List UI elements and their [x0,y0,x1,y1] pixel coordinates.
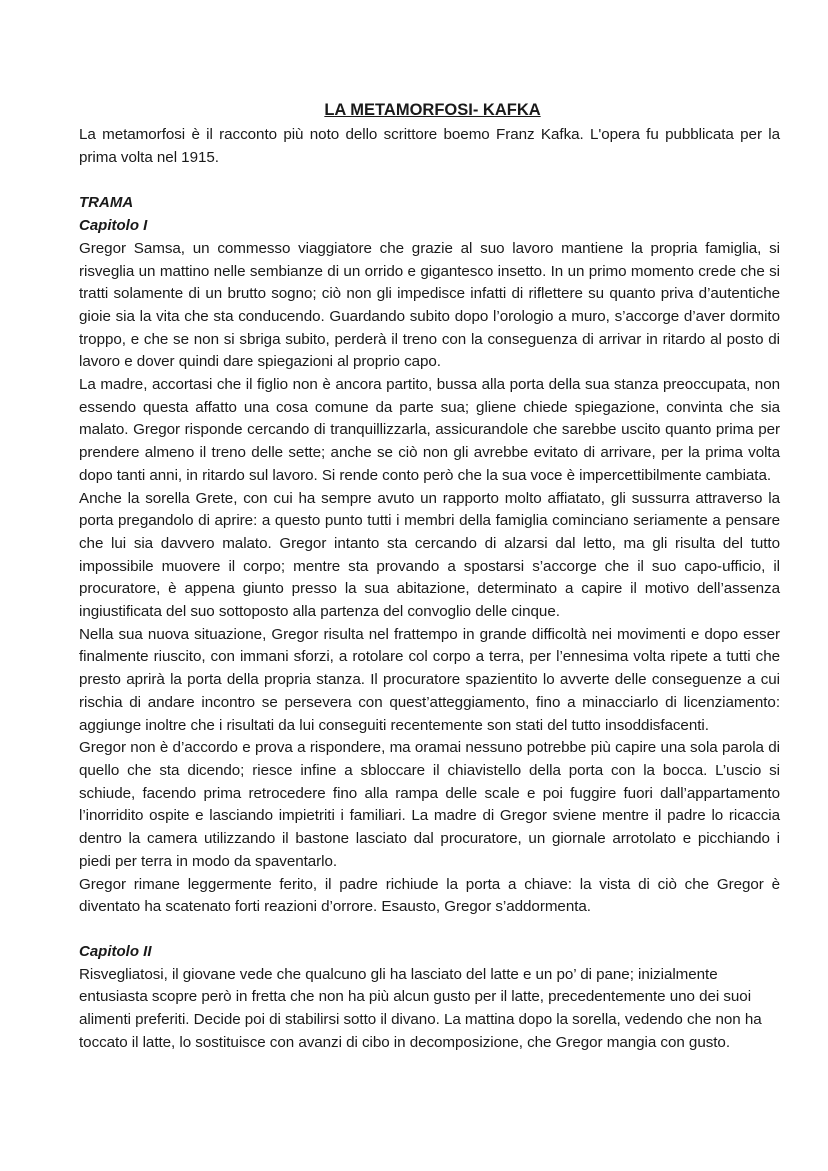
chapter-1-paragraph-6: Gregor rimane leggermente ferito, il padre richiude la porta a chiave: la vista di ciò che Gregor è diventato ha scatenato forti reazioni d’orrore. Esausto, Gregor s’addormenta. [79,875,780,916]
chapter-1-paragraph-5: Gregor non è d’accordo e prova a rispondere, ma oramai nessuno potrebbe più capire una sola parola di quello che sta dicendo; riesce infine a sbloccare il chiavistello della porta con la bocca. L’uscio si schiude, facendo prima retrocedere fino alla rampa delle scale e poi fuggire fuori dall’appartamento l’inorridito ospite e lasciando impietriti i familiari. La madre di Gregor sviene mentre il padre lo ricaccia dentro la camera utilizzando il bastone lasciato dal procuratore, un giornale arrotolato e picchiando i piedi per terra in modo da spaventarlo. [79,739,780,870]
chapter-1-paragraph-4: Nella sua nuova situazione, Gregor risulta nel frattempo in grande difficoltà nei movimenti e dopo esser finalmente riuscito, con immani sforzi, a rotolare col corpo a terra, per l’ennesima volta ripete a tutti che presto aprirà la porta della propria stanza. Il procuratore spazientito lo avverte delle conseguenze a cui rischia di andare incontro se persevera con quest’atteggiamento, fino a minacciarlo di licenziamento: aggiunge inoltre che i risultati da lui conseguiti recentemente son stati del tutto insoddisfacenti. [79,625,780,734]
intro-paragraph: La metamorfosi è il racconto più noto dello scrittore boemo Franz Kafka. L'opera fu pubblicata per la prima volta nel 1915. [79,126,780,166]
chapter-2-heading: Capitolo II [79,942,152,960]
chapter-1-paragraph-2: La madre, accortasi che il figlio non è ancora partito, bussa alla porta della sua stanza preoccupata, non essendo questa affatto una cosa comune da parte sua; gliene chiede spiegazione, convinta che sia malato. Gregor risponde cercando di tranquillizzarla, assicurandole che sarebbe uscito quanto prima per prendere almeno il treno delle sette; anche se ciò non gli avrebbe evitato di arrivare, per la prima volta dopo tanti anni, in ritardo sul lavoro. Si rende conto però che la sua voce è impercettibilmente cambiata. [79,376,780,484]
chapter-1-heading: Capitolo I [79,217,148,235]
chapter-2-paragraph-1: Risvegliatosi, il giovane vede che qualcuno gli ha lasciato del latte e un po’ di pane; inizialmente entusiasta scopre però in fretta che non ha più alcun gusto per il latte, precedentemente uno dei suoi alimenti preferiti. Decide poi di stabilirsi sotto il divano. La mattina dopo la sorella, vedendo che non ha toccato il latte, lo sostituisce con avanzi di cibo in decomposizione, che Gregor mangia con gusto. [79,965,762,1051]
section-heading-trama: TRAMA [79,194,134,212]
document-title: LA METAMORFOSI- KAFKA [324,101,541,119]
chapter-1-paragraph-3: Anche la sorella Grete, con cui ha sempre avuto un rapporto molto affiatato, gli sussurra attraverso la porta pregandolo di aprire: a questo punto tutti i membri della famiglia cominciano seriamente a pensare che lui sia davvero malato. Gregor intanto sta cercando di alzarsi dal letto, ma gli risulta del tutto impossibile muovere il corpo; mentre sta provando a spostarsi s’accorge che il suo capo-ufficio, il procuratore, è appena giunto presso la sua abitazione, determinato a capire il motivo dell’assenza ingiustificata del suo sottoposto alla partenza del convoglio delle cinque. [79,489,780,621]
chapter-1-paragraph-1: Gregor Samsa, un commesso viaggiatore che grazie al suo lavoro mantiene la propria famiglia, si risveglia un mattino nelle sembianze di un orrido e gigantesco insetto. In un primo momento crede che si tratti solamente di un brutto sogno; ciò non gli impedisce infatti di riflettere su quanto priva d’autentiche gioie sia la vita che sta conducendo. Guardando subito dopo l’orologio a muro, s’accorge d’aver dormito troppo, e che se non si sbriga subito, perderà il treno con la conseguenza di arrivar in ritardo al posto di lavoro e dover quindi dare spiegazioni al proprio capo. [79,239,780,371]
